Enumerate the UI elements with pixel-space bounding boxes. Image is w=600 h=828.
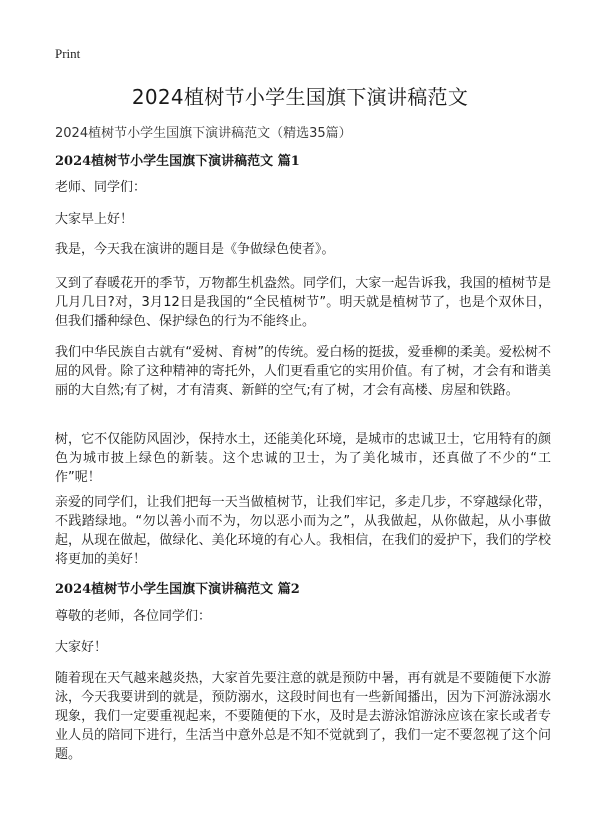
paragraph: 我们中华民族自古就有“爱树、育树”的传统。爱白杨的挺拔，爱垂柳的柔美。爱松树不屈的风骨。除了这种精神的寄托外，人们更看重它的实用价值。有了树，才会有和谐美丽的大自然;有了树，才有清爽、新鲜的空气;有了树，才会有高楼、房屋和铁路。 bbox=[55, 345, 551, 398]
paragraph: 亲爱的同学们，让我们把每一天当做植树节，让我们牢记，多走几步，不穿越绿化带，不践踏绿地。“勿以善小而不为，勿以恶小而为之”，从我做起，从你做起，从小事做起，从现在做起，做绿化、美化环境的有心人。我相信，在我们的爱护下，我们的学校将更加的美好！ bbox=[55, 495, 551, 567]
paragraph: 大家好！ bbox=[55, 640, 108, 655]
paragraph: 老师、同学们： bbox=[55, 180, 147, 195]
paragraph: 我是，今天我在演讲的题目是《争做绿色使者》。 bbox=[55, 242, 335, 257]
paragraph: 随着现在天气越来越炎热，大家首先要注意的就是预防中暑，再有就是不要随便下水游泳，今天我要讲到的就是，预防溺水，这段时间也有一些新闻播出，因为下河游泳溺水现象，我们一定要重视起来，不要随便的下水，及时是去游泳馆游泳应该在家长或者专业人员的陪同下进行，生活当中意外总是不知不觉就到了，我们一定不要忽视了这个问题。 bbox=[55, 671, 551, 762]
section-heading: 2024植树节小学生国旗下演讲稿范文 篇2 bbox=[55, 582, 300, 597]
paragraph: 尊敬的老师，各位同学们： bbox=[55, 609, 212, 624]
section-heading: 2024植树节小学生国旗下演讲稿范文 篇1 bbox=[55, 154, 300, 169]
paragraph: 又到了春暖花开的季节，万物都生机盎然。同学们，大家一起告诉我，我国的植树节是几月几日?对，3月12日是我国的“全民植树节”。明天就是植树节了，也是个双休日，但我们播种绿色、保护绿色的行为不能终止。 bbox=[55, 276, 551, 329]
document-subtitle: 2024植树节小学生国旗下演讲稿范文（精选35篇） bbox=[55, 126, 352, 141]
paragraph: 大家早上好！ bbox=[55, 212, 134, 227]
paragraph: 树，它不仅能防风固沙，保持水土，还能美化环境，是城市的忠诚卫士，它用特有的颜色为城市披上绿色的新装。这个忠诚的卫士，为了美化城市，还真做了不少的“工作”呢！ bbox=[55, 432, 551, 485]
page-title: 2024植树节小学生国旗下演讲稿范文 bbox=[131, 85, 469, 109]
print-link[interactable]: Print bbox=[55, 46, 81, 61]
